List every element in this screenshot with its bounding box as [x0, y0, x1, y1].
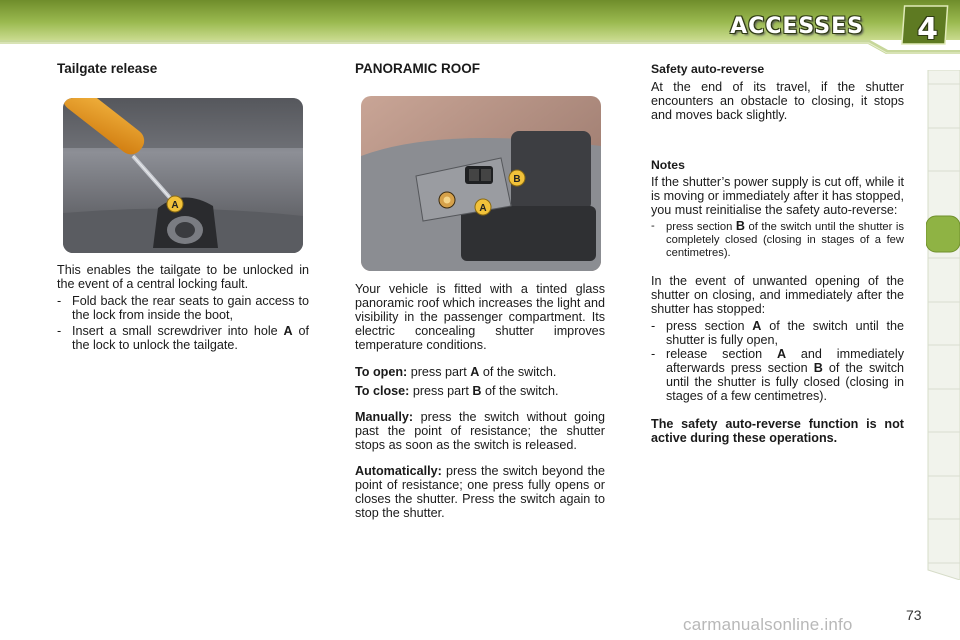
- close-pre: press part: [409, 384, 473, 398]
- tailgate-intro: This enables the tailgate to be unlocked in the event of a central locking fault.: [57, 263, 309, 291]
- safety-title: Safety auto-reverse: [651, 62, 765, 76]
- ref-a: A: [776, 347, 787, 361]
- tailgate-title: Tailgate release: [57, 61, 158, 76]
- roof-manual-mode: [355, 410, 605, 452]
- notes-item: [651, 220, 904, 260]
- roof-close-instruction: [355, 384, 605, 398]
- manual-text: press the switch without going past the point of resistance; the shutter stops as soon as the switch is released.: [355, 410, 605, 452]
- unwanted-opening-steps: [651, 319, 904, 403]
- chapter-side-tabs: [926, 70, 960, 580]
- close-label: To close:: [355, 384, 410, 398]
- roof-intro: Your vehicle is fitted with a tinted glass panoramic roof which increases the light and visibility in the passenger compartment. Its electric concealing shutter improves temperature conditions.: [355, 282, 605, 352]
- roof-auto-mode: [355, 464, 605, 520]
- open-post: of the switch.: [479, 365, 557, 379]
- tailgate-step-2: [57, 324, 309, 352]
- callout-a-label: A: [479, 203, 487, 214]
- ref-a: A: [752, 319, 762, 333]
- unwanted-step-2: [651, 347, 904, 403]
- step1-post: of the switch until the shutter is fully open,: [666, 319, 904, 347]
- close-post: of the switch.: [481, 384, 559, 398]
- tailgate-lock-photo: [63, 98, 303, 253]
- watermark-text: carmanualsonline.info: [683, 615, 853, 634]
- notes-list: [651, 220, 904, 260]
- tailgate-column: [57, 60, 309, 352]
- step2-pre: release section: [666, 347, 777, 361]
- auto-label: Automatically:: [355, 464, 442, 478]
- page-number: 73: [906, 607, 922, 623]
- ref-a: A: [470, 365, 480, 379]
- step1-pre: press section: [666, 319, 753, 333]
- open-pre: press part: [407, 365, 471, 379]
- auto-reverse-warning: The safety auto-reverse function is not active during these operations.: [651, 417, 904, 445]
- ref-b: B: [813, 361, 823, 375]
- step2-mid: and immediately afterwards press section: [666, 347, 904, 375]
- ref-a: A: [283, 324, 293, 338]
- unwanted-opening-text: In the event of unwanted opening of the shutter on closing, and immediately after the shutter has stopped:: [651, 274, 904, 316]
- safety-text: At the end of its travel, if the shutter encounters an obstacle to closing, it stops and moves back slightly.: [651, 80, 904, 122]
- callout-a-label: A: [171, 200, 179, 211]
- safety-column: [651, 60, 904, 445]
- chapter-number: 4: [917, 12, 938, 47]
- chapter-title: ACCESSES: [730, 14, 864, 39]
- panoramic-roof-title: PANORAMIC ROOF: [355, 61, 480, 76]
- auto-text: press the switch beyond the point of resistance; one press fully opens or closes the shutter. Press the switch again to stop the shutter.: [355, 464, 605, 520]
- panoramic-roof-column: [355, 60, 605, 520]
- header-band: [0, 0, 960, 54]
- roof-open-instruction: [355, 365, 605, 379]
- step-2-tail: of the lock to unlock the tailgate.: [72, 324, 309, 352]
- notes-text: If the shutter’s power supply is cut off, while it is moving or immediately after it has stopped, you must reinitialise the safety auto-reverse:: [651, 175, 904, 217]
- manual-label: Manually:: [355, 410, 414, 424]
- step-2-text: Insert a small screwdriver into hole: [72, 324, 278, 338]
- notes-item-post: of the switch until the shutter is completely closed (closing in stages of a few centimetres).: [666, 221, 904, 259]
- tailgate-step-1: - Fold back the rear seats to gain access to the lock from inside the boot,: [57, 294, 309, 322]
- open-label: To open:: [355, 365, 408, 379]
- ref-b: B: [735, 219, 745, 233]
- step2-post: of the switch until the shutter is fully closed (closing in stages of a few centimetres).: [666, 361, 904, 403]
- unwanted-step-1: [651, 319, 904, 347]
- callout-b-label: B: [513, 174, 521, 185]
- ref-b: B: [472, 384, 482, 398]
- roof-switch-photo: [361, 96, 601, 271]
- notes-item-pre: press section: [666, 221, 736, 233]
- notes-title: Notes: [651, 158, 685, 172]
- tailgate-steps: [57, 294, 309, 352]
